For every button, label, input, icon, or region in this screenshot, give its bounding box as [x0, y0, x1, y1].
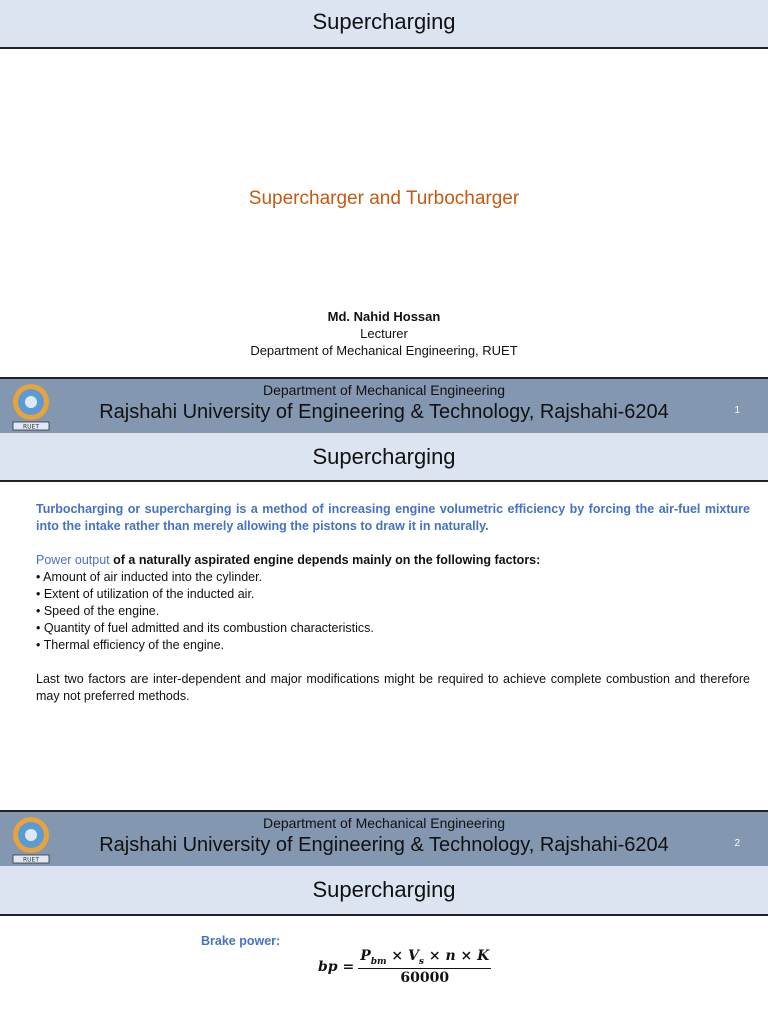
svg-text:RUET: RUET — [22, 423, 40, 431]
footer-university: Rajshahi University of Engineering & Technology, Rajshahi-6204 — [99, 834, 669, 856]
author-name: Md. Nahid Hossan — [327, 309, 441, 324]
list-item: • Amount of air inducted into the cylinder. — [36, 570, 263, 584]
footer-department: Department of Mechanical Engineering — [262, 382, 506, 398]
brake-power-formula — [318, 948, 491, 986]
power-output-line — [36, 552, 750, 569]
slide-2-body — [36, 501, 750, 705]
presentation-title: Supercharger and Turbocharger — [248, 188, 520, 209]
formula-numerator: $P_{bm} \times V_s \times n \times K$ — [360, 948, 490, 967]
svg-text:RUET: RUET — [22, 856, 40, 864]
power-output-text: of a naturally aspirated engine depends mainly on the following factors: — [109, 553, 541, 567]
slide-2-header — [0, 433, 768, 482]
slide-2-header-title: Supercharging — [312, 444, 456, 469]
author-role: Lecturer — [360, 326, 408, 341]
brake-power-label: Brake power: — [201, 934, 281, 948]
list-item: • Thermal efficiency of the engine. — [36, 638, 225, 652]
slide-2-footer — [0, 810, 768, 866]
page-number: 1 — [734, 405, 740, 416]
footer-department: Department of Mechanical Engineering — [262, 815, 506, 831]
slide-3-header-title: Supercharging — [312, 877, 456, 902]
formula-fraction — [358, 948, 491, 986]
page-number: 2 — [734, 838, 740, 849]
author-block — [0, 308, 768, 359]
slide-1-header — [0, 0, 768, 49]
formula-lhs: bp = — [318, 958, 355, 975]
closing-paragraph: Last two factors are inter-dependent and major modifications might be required to achieve complete combustion and therefore may not preferred methods. — [36, 672, 750, 703]
footer-university: Rajshahi University of Engineering & Technology, Rajshahi-6204 — [99, 401, 669, 423]
list-item: • Extent of utilization of the inducted air. — [36, 587, 255, 601]
slide-1-footer — [0, 377, 768, 433]
slide-1-header-title: Supercharging — [312, 9, 456, 34]
slide-3-header — [0, 866, 768, 916]
list-item: • Speed of the engine. — [36, 604, 160, 618]
author-department: Department of Mechanical Engineering, RUET — [250, 343, 518, 358]
formula-denominator: 60000 — [400, 969, 450, 986]
list-item: • Quantity of fuel admitted and its combustion characteristics. — [36, 621, 374, 635]
power-output-label: Power output — [36, 553, 110, 567]
intro-paragraph: Turbocharging or supercharging is a method of increasing engine volumetric efficiency by forcing the air-fuel mixture into the intake rather than merely allowing the pistons to draw it in naturally. — [36, 502, 750, 533]
